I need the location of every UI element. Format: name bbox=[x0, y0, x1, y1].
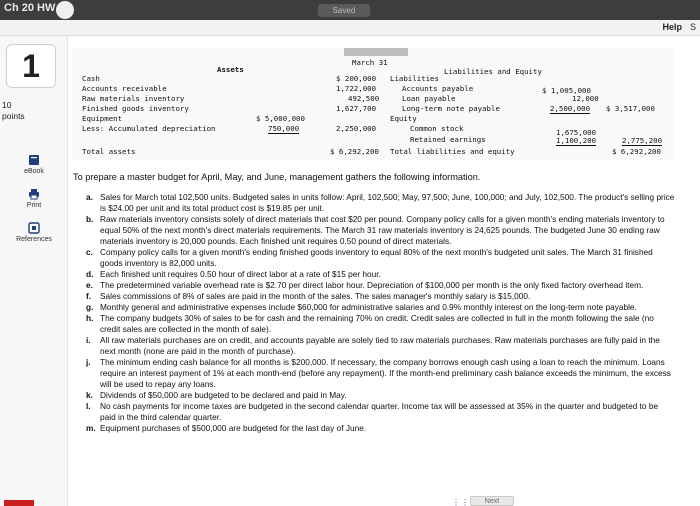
re-label: Retained earnings bbox=[410, 135, 486, 144]
liabilities-equity-header: Liabilities and Equity bbox=[444, 67, 542, 76]
item-letter: h. bbox=[86, 313, 94, 323]
references-icon bbox=[28, 222, 40, 234]
points-label: points bbox=[2, 111, 25, 121]
list-item bbox=[86, 280, 676, 291]
item-letter: k. bbox=[86, 390, 93, 400]
print-label: Print bbox=[26, 202, 42, 209]
ebook-button[interactable] bbox=[10, 154, 58, 175]
list-item bbox=[86, 423, 676, 434]
ltn-label: Long-term note payable bbox=[402, 104, 500, 113]
next-button[interactable]: Next bbox=[470, 496, 514, 506]
item-text: Sales commissions of 8% of sales are paid in the month of the sales. The sales manager's monthly salary is $15,000. bbox=[100, 291, 531, 301]
cs-amount: 1,675,000 bbox=[556, 128, 597, 137]
list-item bbox=[86, 302, 676, 313]
liabilities-label: Liabilities bbox=[390, 74, 439, 83]
equity-label: Equity bbox=[390, 114, 417, 123]
intro-text: To prepare a master budget for April, May, and June, management gathers the following information. bbox=[73, 172, 481, 182]
ar-amount: 1,722,000 bbox=[336, 84, 377, 93]
total-le-amount: $ 6,292,200 bbox=[612, 147, 661, 156]
item-text: The minimum ending cash balance for all months is $200,000. If necessary, the company borrows enough cash using a loan to reach the minimum. Loans require an interest payment of 1% at each month-end (before any repayment). If the month-end preliminary cash balance exceeds the minimum, the excess will be used to repay any loans. bbox=[100, 357, 671, 389]
item-letter: f. bbox=[86, 291, 92, 301]
re-amount: 1,100,200 bbox=[556, 136, 597, 145]
loan-label: Loan payable bbox=[402, 94, 456, 103]
bottom-navigation bbox=[452, 496, 532, 506]
item-letter: j. bbox=[86, 357, 91, 367]
fg-amount: 1,627,700 bbox=[336, 104, 377, 113]
list-item bbox=[86, 269, 676, 280]
item-letter: m. bbox=[86, 423, 96, 433]
cash-label: Cash bbox=[82, 74, 100, 83]
list-item bbox=[86, 390, 676, 401]
total-le-label: Total liabilities and equity bbox=[390, 147, 515, 156]
fg-label: Finished goods inventory bbox=[82, 104, 189, 113]
item-text: No cash payments for income taxes are budgeted in the second calendar quarter. Income tax will be assessed at 35% in the quarter and budgeted to be paid in the third calendar quarter. bbox=[100, 401, 659, 422]
ar-label: Accounts receivable bbox=[82, 84, 167, 93]
liabilities-total: $ 3,517,000 bbox=[606, 104, 655, 113]
cs-label: Common stock bbox=[410, 124, 464, 133]
item-letter: l. bbox=[86, 401, 91, 411]
ltn-amount: 2,500,000 bbox=[550, 104, 591, 113]
item-letter: c. bbox=[86, 247, 93, 257]
sub-bar bbox=[0, 20, 700, 36]
item-text: The predetermined variable overhead rate is $2.70 per direct labor hour. Depreciation of $100,000 per month is the only fixed factory overhead item. bbox=[100, 280, 644, 290]
help-link[interactable]: Help bbox=[662, 22, 682, 32]
item-text: Equipment purchases of $500,000 are budgeted for the last day of June. bbox=[100, 423, 367, 433]
question-sidebar bbox=[0, 36, 68, 506]
equip-net-amount: 2,250,000 bbox=[336, 124, 377, 133]
dep-label: Less: Accumulated depreciation bbox=[82, 124, 216, 133]
progress-strip bbox=[4, 500, 34, 506]
balance-sheet bbox=[72, 48, 674, 160]
bs-date: March 31 bbox=[352, 58, 388, 67]
item-text: All raw materials purchases are on credit, and accounts payable are solely tied to raw materials purchases. Raw materials purchases are fully paid in the next month (none are paid in the month of purchase). bbox=[100, 335, 660, 356]
menu-circle-icon[interactable] bbox=[56, 1, 74, 19]
top-bar bbox=[0, 0, 700, 20]
item-text: The company budgets 30% of sales to be for cash and the remaining 70% on credit. Credit sales are collected in full in the month following the sale (no credit sales are collected in the month of sale). bbox=[100, 313, 654, 334]
loan-amount: 12,000 bbox=[572, 94, 599, 103]
assets-header: Assets bbox=[217, 65, 244, 74]
item-letter: b. bbox=[86, 214, 94, 224]
list-item bbox=[86, 247, 676, 269]
ebook-label: eBook bbox=[24, 168, 44, 175]
item-text: Monthly general and administrative expenses include $60,000 for administrative salaries and 0.9% monthly interest on the long-term note payable. bbox=[100, 302, 637, 312]
equity-total: 2,775,200 bbox=[622, 136, 663, 145]
item-letter: i. bbox=[86, 335, 91, 345]
item-letter: a. bbox=[86, 192, 93, 202]
references-button[interactable] bbox=[10, 222, 58, 243]
grid-icon[interactable]: ⋮⋮ bbox=[452, 498, 470, 506]
list-item bbox=[86, 357, 676, 390]
raw-label: Raw materials inventory bbox=[82, 94, 185, 103]
total-assets-amount: $ 6,292,200 bbox=[330, 147, 379, 156]
book-icon bbox=[28, 154, 40, 166]
question-number: 1 bbox=[6, 44, 56, 88]
item-text: Each finished unit requires 0.50 hour of direct labor at a rate of $15 per hour. bbox=[100, 269, 381, 279]
item-text: Dividends of $50,000 are budgeted to be declared and paid in May. bbox=[100, 390, 347, 400]
assignment-title: Ch 20 HW bbox=[4, 2, 56, 14]
equip-amount: $ 5,000,000 bbox=[256, 114, 305, 123]
list-item bbox=[86, 401, 676, 423]
list-item bbox=[86, 192, 676, 214]
equip-label: Equipment bbox=[82, 114, 123, 123]
list-item bbox=[86, 313, 676, 335]
points-number: 10 bbox=[2, 100, 12, 110]
raw-amount: 492,500 bbox=[348, 94, 380, 103]
requirements-list bbox=[86, 192, 676, 434]
saved-status: Saved bbox=[318, 4, 370, 17]
dep-amount: 750,000 bbox=[268, 124, 300, 133]
save-link[interactable]: S bbox=[689, 22, 696, 32]
total-assets-label: Total assets bbox=[82, 147, 136, 156]
item-text: Raw materials inventory consists solely of direct materials that cost $20 per pound. Company policy calls for a given month's ending materials inventory to equal 50% of the next month's direct materials requirements. The March 31 raw materials inventory is 24,625 pounds. The budgeted June 30 ending raw materials inventory is 20,000 pounds. Each finished unit requires 0.50 pound of direct materials. bbox=[100, 214, 665, 246]
item-letter: e. bbox=[86, 280, 93, 290]
item-letter: g. bbox=[86, 302, 94, 312]
ap-amount: $ 1,005,000 bbox=[542, 86, 591, 95]
points-value bbox=[2, 100, 25, 122]
list-item bbox=[86, 335, 676, 357]
print-button[interactable] bbox=[10, 188, 58, 209]
cash-amount: $ 200,000 bbox=[336, 74, 377, 83]
item-text: Company policy calls for a given month's ending finished goods inventory to equal 80% of the next month's budgeted unit sales. The March 31 finished goods inventory is 82,000 units. bbox=[100, 247, 653, 268]
list-item bbox=[86, 214, 676, 247]
printer-icon bbox=[28, 188, 40, 200]
list-item bbox=[86, 291, 676, 302]
item-letter: d. bbox=[86, 269, 94, 279]
item-text: Sales for March total 102,500 units. Budgeted sales in units follow: April, 102,500; May, 97,500; June, 100,000; and July, 102,500. The product's selling price is $24.00 per unit and its total product cost is $19.85 per unit. bbox=[100, 192, 675, 213]
ap-label: Accounts payable bbox=[402, 84, 474, 93]
references-label: References bbox=[16, 236, 52, 243]
balance-sheet-header-band bbox=[344, 48, 408, 56]
